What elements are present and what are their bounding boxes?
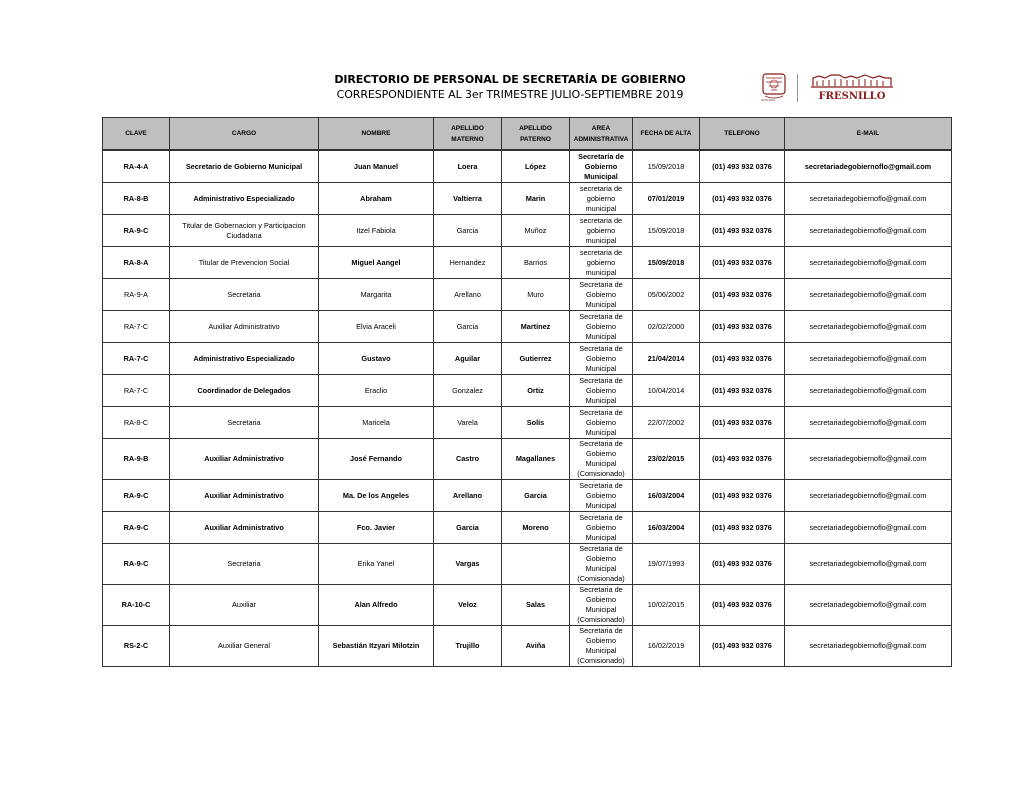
cell-telefono: (01) 493 932 0376 (700, 585, 785, 626)
cell-clave: RA-9-C (103, 215, 170, 247)
cell-area: Secretaria de Gobierno Municipal (Comisionado) (570, 585, 633, 626)
cell-telefono: (01) 493 932 0376 (700, 279, 785, 311)
table-row (103, 544, 952, 585)
cell-cargo: Auxiliar (170, 585, 319, 626)
cell-apellido-materno: Varela (434, 407, 502, 439)
cell-nombre: Sebastián Itzyari Milotzin (319, 626, 434, 667)
logo-text: FRESNILLO (818, 91, 886, 102)
cell-apellido-paterno: Moreno (502, 512, 570, 544)
table-row (103, 585, 952, 626)
cell-clave: RA-10-C (103, 585, 170, 626)
cell-apellido-materno: Arellano (434, 480, 502, 512)
cell-cargo: Secretaria (170, 279, 319, 311)
column-header-area-administrativa: AREA ADMINISTRATIVA (570, 118, 633, 150)
cell-apellido-materno: Trujillo (434, 626, 502, 667)
cell-telefono: (01) 493 932 0376 (700, 343, 785, 375)
cell-cargo: Auxiliar Administrativo (170, 311, 319, 343)
cell-area: Secretaria de Gobierno Municipal (Comisionado) (570, 626, 633, 667)
cell-clave: RS-2-C (103, 626, 170, 667)
cell-apellido-paterno: Muro (502, 279, 570, 311)
cell-email: secretariadegobiernoflo@gmail.com (785, 151, 952, 183)
cell-area: Secretaria de Gobierno Municipal (570, 311, 633, 343)
table-row (103, 439, 952, 480)
cell-clave: RA-9-C (103, 480, 170, 512)
cell-clave: RA-9-B (103, 439, 170, 480)
cell-apellido-paterno: Muñoz (502, 215, 570, 247)
table-row (103, 247, 952, 279)
cell-apellido-materno: Vargas (434, 544, 502, 585)
cell-email: secretariadegobiernoflo@gmail.com (785, 247, 952, 279)
cell-fecha: 16/02/2019 (633, 626, 700, 667)
cell-apellido-materno: Loera (434, 151, 502, 183)
cell-area: Secretaria de Gobierno Municipal (570, 512, 633, 544)
cell-email: secretariadegobiernoflo@gmail.com (785, 375, 952, 407)
column-header-email: E-MAIL (785, 118, 952, 150)
table-row (103, 279, 952, 311)
cell-email: secretariadegobiernoflo@gmail.com (785, 183, 952, 215)
table-row (103, 626, 952, 667)
table-row (103, 480, 952, 512)
cell-fecha: 22/07/2002 (633, 407, 700, 439)
column-header-cargo: CARGO (170, 118, 319, 150)
cell-email: secretariadegobiernoflo@gmail.com (785, 279, 952, 311)
table-row (103, 151, 952, 183)
cell-apellido-paterno: Salas (502, 585, 570, 626)
cell-fecha: 10/02/2015 (633, 585, 700, 626)
cell-clave: RA-4-A (103, 151, 170, 183)
column-header-nombre: NOMBRE (319, 118, 434, 150)
table-row (103, 407, 952, 439)
cell-fecha: 07/01/2019 (633, 183, 700, 215)
cell-area: Secretaría de Gobierno Municipal (570, 151, 633, 183)
cell-nombre: Juan Manuel (319, 151, 434, 183)
cell-area: Secretaria de Gobierno Municipal (Comisionada) (570, 544, 633, 585)
cell-apellido-materno: Aguilar (434, 343, 502, 375)
cell-email: secretariadegobiernoflo@gmail.com (785, 585, 952, 626)
logo-group (757, 70, 899, 106)
cell-email: secretariadegobiernoflo@gmail.com (785, 407, 952, 439)
cell-area: Secretaria de Gobierno Municipal (570, 343, 633, 375)
cell-fecha: 15/09/2018 (633, 215, 700, 247)
cell-apellido-materno: Garcia (434, 512, 502, 544)
cell-apellido-paterno: Garcia (502, 480, 570, 512)
cell-fecha: 05/06/2002 (633, 279, 700, 311)
cell-nombre: Itzel Fabiola (319, 215, 434, 247)
cell-telefono: (01) 493 932 0376 (700, 247, 785, 279)
table-row (103, 183, 952, 215)
cell-clave: RA-7-C (103, 375, 170, 407)
column-header-clave: CLAVE (103, 118, 170, 150)
cell-apellido-materno: Arellano (434, 279, 502, 311)
cell-telefono: (01) 493 932 0376 (700, 512, 785, 544)
cell-cargo: Titular de Prevencion Social (170, 247, 319, 279)
cell-fecha: 15/09/2018 (633, 151, 700, 183)
cell-nombre: José Fernando (319, 439, 434, 480)
cell-telefono: (01) 493 932 0376 (700, 544, 785, 585)
cell-nombre: Alan Alfredo (319, 585, 434, 626)
cell-apellido-materno: Hernandez (434, 247, 502, 279)
cell-apellido-paterno: Ortiz (502, 375, 570, 407)
cell-nombre: Gustavo (319, 343, 434, 375)
document-subtitle: CORRESPONDIENTE AL 3er TRIMESTRE JULIO-SEPTIEMBRE 2019 (336, 88, 684, 101)
cell-fecha: 10/04/2014 (633, 375, 700, 407)
cell-email: secretariadegobiernoflo@gmail.com (785, 439, 952, 480)
cell-area: secretaria de gobierno municipal (570, 247, 633, 279)
cell-telefono: (01) 493 932 0376 (700, 439, 785, 480)
cell-telefono: (01) 493 932 0376 (700, 375, 785, 407)
cell-area: Secretaria de Gobierno Municipal (Comisionado) (570, 439, 633, 480)
cell-cargo: Secretaria (170, 407, 319, 439)
cell-cargo: Auxiliar Administrativo (170, 512, 319, 544)
cell-telefono: (01) 493 932 0376 (700, 151, 785, 183)
cell-apellido-materno: Veloz (434, 585, 502, 626)
cell-fecha: 15/09/2018 (633, 247, 700, 279)
cell-cargo: Administrativo Especializado (170, 343, 319, 375)
cell-cargo: Auxiliar General (170, 626, 319, 667)
cell-cargo: Administrativo Especializado (170, 183, 319, 215)
cell-apellido-paterno: Barrios (502, 247, 570, 279)
cell-area: secretaria de gobierno municipal (570, 183, 633, 215)
column-header-fecha-de-alta: FECHA DE ALTA (633, 118, 700, 150)
fresnillo-logo-icon (805, 72, 899, 104)
cell-fecha: 21/04/2014 (633, 343, 700, 375)
cell-area: Secretaria de Gobierno Municipal (570, 375, 633, 407)
cell-clave: RA-9-A (103, 279, 170, 311)
cell-email: secretariadegobiernoflo@gmail.com (785, 311, 952, 343)
cell-cargo: Titular de Gobernacion y Participacion Ciudadana (170, 215, 319, 247)
cell-nombre: Margarita (319, 279, 434, 311)
cell-apellido-paterno: Solís (502, 407, 570, 439)
cell-nombre: Abraham (319, 183, 434, 215)
cell-nombre: Maricela (319, 407, 434, 439)
table-header-row (103, 118, 952, 150)
table-row (103, 512, 952, 544)
document-header (0, 0, 1024, 110)
cell-telefono: (01) 493 932 0376 (700, 183, 785, 215)
cell-apellido-paterno: Aviña (502, 626, 570, 667)
cell-area: Secretaria de Gobierno Municipal (570, 480, 633, 512)
cell-cargo: Secretario de Gobierno Municipal (170, 151, 319, 183)
cell-email: secretariadegobiernoflo@gmail.com (785, 215, 952, 247)
cell-fecha: 23/02/2015 (633, 439, 700, 480)
cell-fecha: 16/03/2004 (633, 512, 700, 544)
cell-clave: RA-7-C (103, 343, 170, 375)
table-row (103, 343, 952, 375)
cell-telefono: (01) 493 932 0376 (700, 480, 785, 512)
cell-clave: RA-8-B (103, 183, 170, 215)
cell-apellido-paterno (502, 544, 570, 585)
cell-clave: RA-7-C (103, 311, 170, 343)
column-header-apellido-materno: APELLIDO MATERNO (434, 118, 502, 150)
table-row (103, 215, 952, 247)
cell-telefono: (01) 493 932 0376 (700, 407, 785, 439)
cell-apellido-paterno: Gutierrez (502, 343, 570, 375)
cell-nombre: Miguel Aangel (319, 247, 434, 279)
cell-area: Secretaria de Gobierno Municipal (570, 407, 633, 439)
cell-cargo: Secretaria (170, 544, 319, 585)
cell-fecha: 02/02/2000 (633, 311, 700, 343)
cell-apellido-materno: Garcia (434, 311, 502, 343)
cell-cargo: Auxiliar Administrativo (170, 480, 319, 512)
cell-email: secretariadegobiernoflo@gmail.com (785, 544, 952, 585)
directory-table (102, 117, 952, 667)
cell-email: secretariadegobiernoflo@gmail.com (785, 512, 952, 544)
cell-telefono: (01) 493 932 0376 (700, 215, 785, 247)
table-row (103, 311, 952, 343)
table-body (103, 150, 952, 667)
cell-nombre: Elvia Araceli (319, 311, 434, 343)
document-title: DIRECTORIO DE PERSONAL DE SECRETARÍA DE GOBIERNO (334, 73, 686, 86)
seal-caption: 2019-2021 (761, 98, 776, 102)
cell-cargo: Auxiliar Administrativo (170, 439, 319, 480)
cell-clave: RA-9-C (103, 544, 170, 585)
table-row (103, 375, 952, 407)
cell-email: secretariadegobiernoflo@gmail.com (785, 480, 952, 512)
cell-cargo: Coordinador de Delegados (170, 375, 319, 407)
cell-apellido-paterno: Marin (502, 183, 570, 215)
cell-telefono: (01) 493 932 0376 (700, 311, 785, 343)
cell-apellido-materno: Gonzalez (434, 375, 502, 407)
cell-nombre: Eraclio (319, 375, 434, 407)
cell-apellido-materno: Castro (434, 439, 502, 480)
cell-nombre: Ma. De los Angeles (319, 480, 434, 512)
cell-apellido-materno: Garcia (434, 215, 502, 247)
cell-clave: RA-8-A (103, 247, 170, 279)
cell-telefono: (01) 493 932 0376 (700, 626, 785, 667)
column-header-telefono: TELEFONO (700, 118, 785, 150)
cell-apellido-paterno: López (502, 151, 570, 183)
cell-clave: RA-8-C (103, 407, 170, 439)
cell-apellido-materno: Valtierra (434, 183, 502, 215)
cell-email: secretariadegobiernoflo@gmail.com (785, 626, 952, 667)
cell-nombre: Fco. Javier (319, 512, 434, 544)
cell-apellido-paterno: Martínez (502, 311, 570, 343)
cell-area: Secretaria de Gobierno Municipal (570, 279, 633, 311)
cell-email: secretariadegobiernoflo@gmail.com (785, 343, 952, 375)
logo-divider (797, 74, 798, 102)
cell-nombre: Erika Yanel (319, 544, 434, 585)
cell-fecha: 16/03/2004 (633, 480, 700, 512)
cell-area: secretaria de gobierno municipal (570, 215, 633, 247)
cell-fecha: 19/07/1993 (633, 544, 700, 585)
column-header-apellido-paterno: APELLIDO PATERNO (502, 118, 570, 150)
cell-apellido-paterno: Magallanes (502, 439, 570, 480)
cell-clave: RA-9-C (103, 512, 170, 544)
